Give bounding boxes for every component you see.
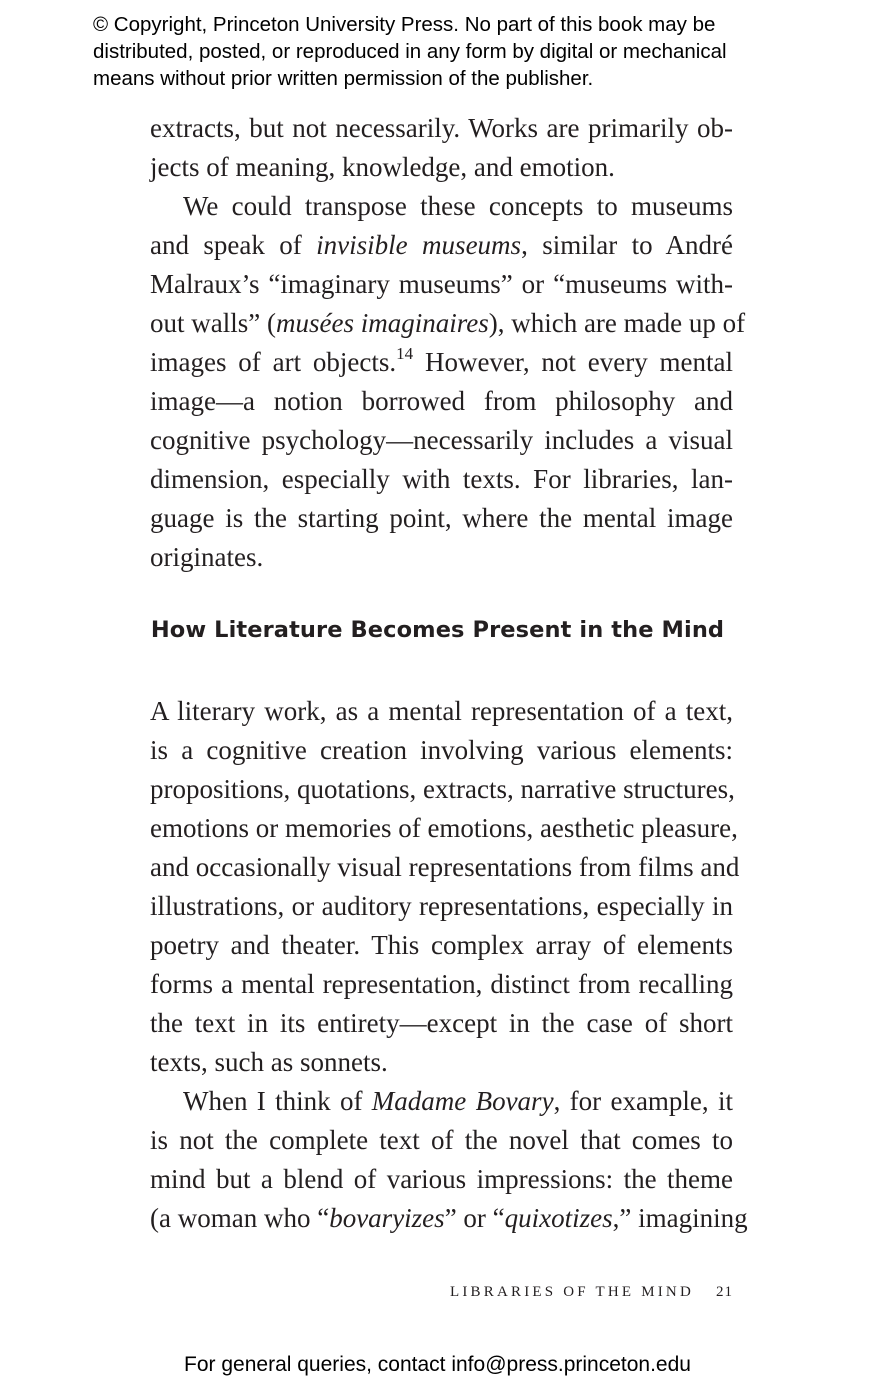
text-line: images of art objects.$^{14}$ However, not every mental (150, 344, 733, 377)
text-line: When I think of Madame Bovary, for example, it (183, 1086, 733, 1116)
copyright-line: means without prior written permission of the publisher. (93, 67, 594, 90)
text-line: Malraux’s “imaginary museums” or “museums with- (150, 269, 733, 299)
text-line: forms a mental representation, distinct from recalling (150, 969, 733, 999)
text-line: the text in its entirety—except in the case of short (150, 1008, 733, 1038)
page-number: 21 (716, 1284, 733, 1300)
running-title: LIBRARIES OF THE MIND (449, 1284, 694, 1300)
text-line: extracts, but not necessarily. Works are primarily ob- (150, 113, 733, 143)
text-line: illustrations, or auditory representations, especially in (150, 891, 733, 921)
text-line: out walls” (musées imaginaires), which are made up of (150, 308, 746, 338)
italic-term: bovaryizes (329, 1203, 445, 1233)
contact-line: For general queries, contact info@press.princeton.edu (184, 1353, 691, 1376)
text-line: dimension, especially with texts. For libraries, lan- (150, 464, 733, 494)
italic-term: musées imaginaires (275, 308, 489, 338)
italic-term: invisible museums (316, 230, 522, 260)
text-line: propositions, quotations, extracts, narrative structures, (150, 774, 735, 804)
copyright-notice (93, 11, 833, 92)
text-line: mind but a blend of various impressions: the theme (150, 1164, 733, 1194)
book-title: Madame Bovary (371, 1086, 554, 1116)
text-line: cognitive psychology—necessarily includes a visual (150, 425, 733, 455)
text-line: is a cognitive creation involving various elements: (150, 735, 733, 765)
body-text-top (150, 109, 746, 577)
text-line: is not the complete text of the novel that comes to (150, 1125, 733, 1155)
copyright-line: distributed, posted, or reproduced in any form by digital or mechanical (93, 40, 727, 63)
running-footer (150, 1284, 733, 1301)
italic-term: quixotizes (504, 1203, 613, 1233)
text-line: (a woman who “bovaryizes” or “quixotizes,” imagining (150, 1203, 748, 1233)
text-line: originates. (150, 542, 264, 572)
text-line: guage is the starting point, where the mental image (150, 503, 733, 533)
copyright-line: © Copyright, Princeton University Press. No part of this book may be (93, 13, 716, 36)
text-line: emotions or memories of emotions, aesthetic pleasure, (150, 813, 738, 843)
text-line: jects of meaning, knowledge, and emotion. (150, 152, 615, 182)
body-text-bottom (150, 692, 748, 1238)
text-line: We could transpose these concepts to museums (183, 191, 733, 221)
text-line: texts, such as sonnets. (150, 1047, 388, 1077)
footnote-marker: 14 (396, 344, 414, 363)
text-line: image—a notion borrowed from philosophy and (150, 386, 733, 416)
text-line: poetry and theater. This complex array of elements (150, 930, 733, 960)
text-line: A literary work, as a mental representation of a text, (150, 696, 733, 726)
section-heading: How Literature Becomes Present in the Mind (150, 617, 725, 643)
text-line: and speak of invisible museums, similar to André (150, 230, 733, 260)
text-line: and occasionally visual representations from films and (150, 852, 740, 882)
